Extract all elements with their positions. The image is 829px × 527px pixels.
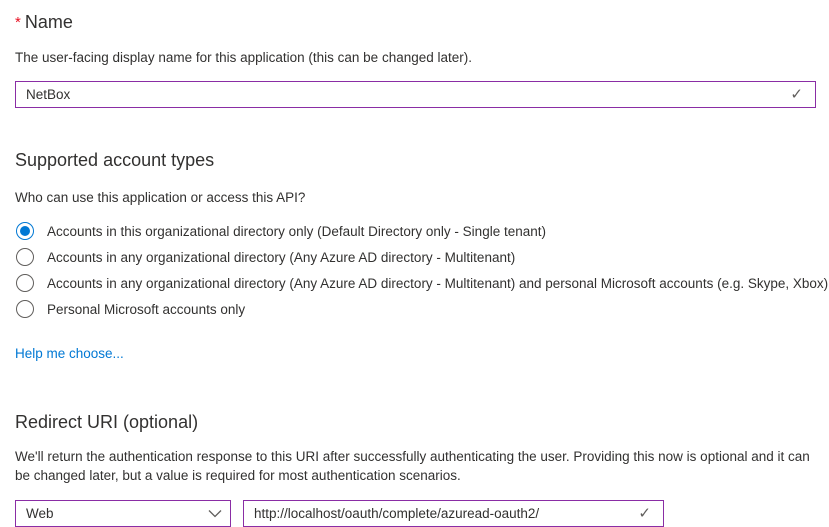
name-section-header: [15, 0, 815, 36]
radio-option-personal-only[interactable]: [15, 296, 815, 322]
name-input-box: [15, 81, 816, 108]
radio-label: Accounts in this organizational directory only (Default Directory only - Single tenant): [47, 223, 546, 239]
name-description: The user-facing display name for this application (this can be changed later).: [15, 50, 472, 65]
platform-select-value: Web: [26, 506, 54, 521]
radio-button[interactable]: [16, 222, 34, 240]
validation-check-icon: ✓: [790, 86, 803, 103]
radio-button[interactable]: [16, 274, 34, 292]
radio-button[interactable]: [16, 248, 34, 266]
chevron-down-icon: [208, 509, 222, 518]
redirect-uri-description: We'll return the authentication response to this URI after successfully authenticating the user. Providing this now is optional and it can be changed later, but a value is required for most authentication scenarios.: [15, 449, 810, 483]
radio-option-single-tenant[interactable]: [15, 218, 815, 244]
redirect-uri-input[interactable]: [244, 501, 634, 526]
radio-label: Personal Microsoft accounts only: [47, 301, 246, 317]
radio-label: Accounts in any organizational directory (Any Azure AD directory - Multitenant) and personal Microsoft accounts (e.g. Skype, Xbox): [47, 275, 829, 291]
name-section-title-text: Name: [24, 12, 73, 32]
required-marker: *: [15, 14, 21, 31]
redirect-uri-input-box: [243, 500, 664, 527]
radio-label: Accounts in any organizational directory (Any Azure AD directory - Multitenant): [47, 249, 516, 265]
account-types-question: Who can use this application or access this API?: [15, 190, 306, 205]
radio-button[interactable]: [16, 300, 34, 318]
platform-select[interactable]: [15, 500, 231, 527]
account-types-title: Supported account types: [15, 150, 215, 170]
name-input[interactable]: [16, 82, 786, 107]
account-types-radio-group: [15, 218, 829, 322]
validation-check-icon: ✓: [638, 505, 651, 522]
help-me-choose-link[interactable]: Help me choose...: [15, 346, 124, 361]
redirect-uri-title: Redirect URI (optional): [15, 412, 199, 432]
redirect-uri-row: [15, 500, 815, 527]
radio-option-multitenant-personal[interactable]: [15, 270, 829, 296]
name-section-title: [15, 10, 815, 36]
radio-option-multitenant[interactable]: [15, 244, 815, 270]
